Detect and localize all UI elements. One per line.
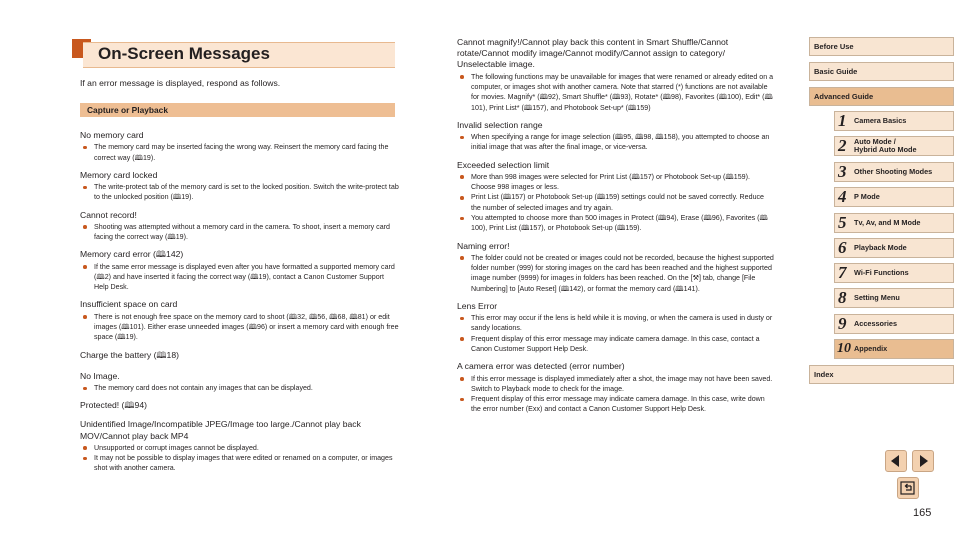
remedy-item: If the same error message is displayed even after you have formatted a supported memory card (🕮2) and have inserted it facing the correct way (🕮19), contact a Canon Customer Support Help Desk. [80, 262, 400, 293]
chapter-7-button[interactable] [834, 263, 954, 283]
message-remedies [80, 262, 400, 293]
left-column [80, 130, 400, 481]
remedy-item: You attempted to choose more than 500 images in Protect (🕮94), Erase (🕮96), Favorites (🕮100), Print List (🕮157), or Photobook Set-up (🕮159). [457, 213, 775, 234]
message-entry [457, 120, 775, 153]
message-entry [80, 299, 400, 342]
message-title: Memory card locked [80, 169, 158, 180]
chapter-number: 7 [838, 263, 847, 282]
previous-page-button[interactable] [885, 450, 907, 472]
remedy-item: This error may occur if the lens is held while it is moving, or when the camera is used in dusty or sandy locations. [457, 313, 775, 334]
chapter-label: Appendix [854, 344, 888, 353]
nav-before-use[interactable] [809, 37, 954, 56]
chapter-number: 6 [838, 238, 847, 257]
chapter-9-button[interactable] [834, 314, 954, 334]
remedy-item: When specifying a range for image selection (🕮95, 🕮98, 🕮158), you attempted to choose an initial image that was after the final image, or vice-versa. [457, 132, 775, 153]
message-entry [80, 400, 400, 411]
chapter-label: Playback Mode [854, 243, 907, 252]
nav-label: Advanced Guide [814, 92, 874, 101]
message-title: A camera error was detected (error number) [457, 361, 625, 372]
return-icon [900, 480, 916, 496]
return-button[interactable] [897, 477, 919, 499]
nav-advanced-guide[interactable] [809, 87, 954, 106]
next-page-button[interactable] [912, 450, 934, 472]
chapter-label-line2: Hybrid Auto Mode [854, 145, 917, 155]
chapter-number: 5 [838, 213, 847, 232]
message-remedies [457, 374, 775, 415]
message-remedies [457, 72, 775, 113]
remedy-item: More than 998 images were selected for Print List (🕮157) or Photobook Set-up (🕮159). Choose 998 images or less. [457, 172, 775, 193]
remedy-item: Frequent display of this error message may indicate camera damage. In this case, write down the error number (Exx) and contact a Canon Customer Support Help Desk. [457, 394, 775, 415]
remedy-item: The following functions may be unavailable for images that were renamed or already edited on a computer, or images shot with another camera. Note that starred (*) functions are not available for movies. Magnify* (🕮92), Smart Shuffle* (🕮93), Rotate* (🕮98), Favorites (🕮100), Edit* (🕮101), Print List* (🕮157), and Photobook Set-up* (🕮159) [457, 72, 775, 113]
page-title: On-Screen Messages [98, 44, 270, 63]
remedy-item: There is not enough free space on the memory card to shoot (🕮32, 🕮56, 🕮68, 🕮81) or edit images (🕮101). Either erase unneeded images (🕮96) or insert a memory card with enough free space (🕮19). [80, 312, 400, 343]
chapter-label: P Mode [854, 192, 880, 201]
nav-label: Before Use [814, 42, 854, 51]
message-title: Naming error! [457, 240, 510, 251]
remedy-item: The write-protect tab of the memory card is set to the locked position. Switch the write-protect tab to the unlocked position (🕮19). [80, 182, 400, 203]
message-title: Invalid selection range [457, 119, 543, 130]
remedy-item: The memory card may be inserted facing the wrong way. Reinsert the memory card facing the correct way (🕮19). [80, 142, 400, 163]
chapter-label: Wi-Fi Functions [854, 268, 909, 277]
message-entry [80, 419, 400, 473]
chapter-label: Accessories [854, 319, 898, 328]
message-remedies [80, 383, 400, 393]
message-title: Memory card error (🕮142) [80, 249, 184, 260]
remedy-item: The folder could not be created or images could not be recorded, because the highest supported folder number (999) for storing images on the card has been reached and the highest supported image number (9999) for images in folders has been reached. On the [⚒] tab, change [File Numbering] to [Auto Reset] (🕮142), or format the memory card (🕮141). [457, 253, 775, 294]
arrow-left-icon [889, 454, 903, 468]
message-title: No Image. [80, 370, 120, 381]
nav-basic-guide[interactable] [809, 62, 954, 81]
message-remedies [457, 172, 775, 234]
chapter-label [854, 138, 917, 155]
message-entry [80, 170, 400, 203]
message-title: Exceeded selection limit [457, 159, 550, 170]
chapter-number: 3 [838, 162, 847, 181]
message-entry [457, 361, 775, 414]
chapter-label-line1: Auto Mode / [854, 137, 896, 146]
message-title: Lens Error [457, 300, 498, 311]
chapter-label: Tv, Av, and M Mode [854, 218, 921, 227]
right-column [457, 37, 775, 422]
message-entry [457, 160, 775, 234]
chapter-number: 9 [838, 314, 847, 333]
remedy-item: The memory card does not contain any images that can be displayed. [80, 383, 400, 393]
nav-label: Basic Guide [814, 67, 858, 76]
chapter-number: 8 [838, 288, 847, 307]
message-entry [457, 37, 775, 113]
message-title: Insufficient space on card [80, 299, 178, 310]
message-title: Cannot record! [80, 209, 137, 220]
chapter-3-button[interactable] [834, 162, 954, 182]
page-number: 165 [913, 507, 932, 519]
chapter-label: Setting Menu [854, 293, 900, 302]
message-entry [80, 350, 400, 361]
message-entry [80, 210, 400, 243]
chapter-4-button[interactable] [834, 187, 954, 207]
nav-label: Index [814, 370, 834, 379]
message-remedies [457, 132, 775, 153]
message-entry [457, 241, 775, 294]
remedy-item: Unsupported or corrupt images cannot be displayed. [80, 443, 400, 453]
chapter-number: 4 [838, 187, 847, 206]
remedy-item: If this error message is displayed immediately after a shot, the image may not have been saved. Switch to Playback mode to check for the image. [457, 374, 775, 395]
message-title: Unidentified Image/Incompatible JPEG/Image too large./Cannot play back MOV/Cannot play back MP4 [80, 419, 361, 441]
chapter-number: 1 [838, 111, 847, 130]
message-remedies [80, 222, 400, 243]
message-remedies [80, 182, 400, 203]
chapter-number: 10 [837, 341, 851, 356]
message-title: No memory card [80, 130, 144, 140]
chapter-label: Other Shooting Modes [854, 167, 933, 176]
message-title: Protected! (🕮94) [80, 400, 147, 411]
message-remedies [80, 142, 400, 163]
nav-index[interactable] [809, 365, 954, 384]
intro-text: If an error message is displayed, respond as follows. [80, 78, 281, 88]
chapter-8-button[interactable] [834, 288, 954, 308]
message-entry [80, 249, 400, 292]
message-entry [457, 301, 775, 354]
remedy-item: It may not be possible to display images that were edited or renamed on a computer, or images shot with another camera. [80, 453, 400, 474]
chapter-label: Camera Basics [854, 116, 907, 125]
message-entry [80, 130, 400, 163]
message-remedies [457, 253, 775, 294]
remedy-item: Print List (🕮157) or Photobook Set-up (🕮159) settings could not be saved correctly. Reduce the number of selected images and try again. [457, 192, 775, 213]
chapter-1-button[interactable] [834, 111, 954, 131]
chapter-6-button[interactable] [834, 238, 954, 258]
arrow-right-icon [916, 454, 930, 468]
remedy-item: Shooting was attempted without a memory card in the camera. To shoot, insert a memory card facing the correct way (🕮19). [80, 222, 400, 243]
section-heading [80, 103, 395, 117]
message-remedies [80, 443, 400, 474]
message-remedies [80, 312, 400, 343]
chapter-10-button[interactable] [834, 339, 954, 359]
section-heading-label: Capture or Playback [87, 105, 168, 115]
chapter-5-button[interactable] [834, 213, 954, 233]
chapter-2-button[interactable] [834, 136, 954, 156]
message-title: Cannot magnify!/Cannot play back this content in Smart Shuffle/Cannot rotate/Cannot modify image/Cannot modify/Cannot assign to category/ Unselectable image. [457, 37, 729, 70]
message-title: Charge the battery (🕮18) [80, 349, 179, 360]
remedy-item: Frequent display of this error message may indicate camera damage. In this case, contact a Canon Customer Support Help Desk. [457, 334, 775, 355]
message-remedies [457, 313, 775, 354]
chapter-number: 2 [838, 136, 847, 155]
message-entry [80, 371, 400, 394]
